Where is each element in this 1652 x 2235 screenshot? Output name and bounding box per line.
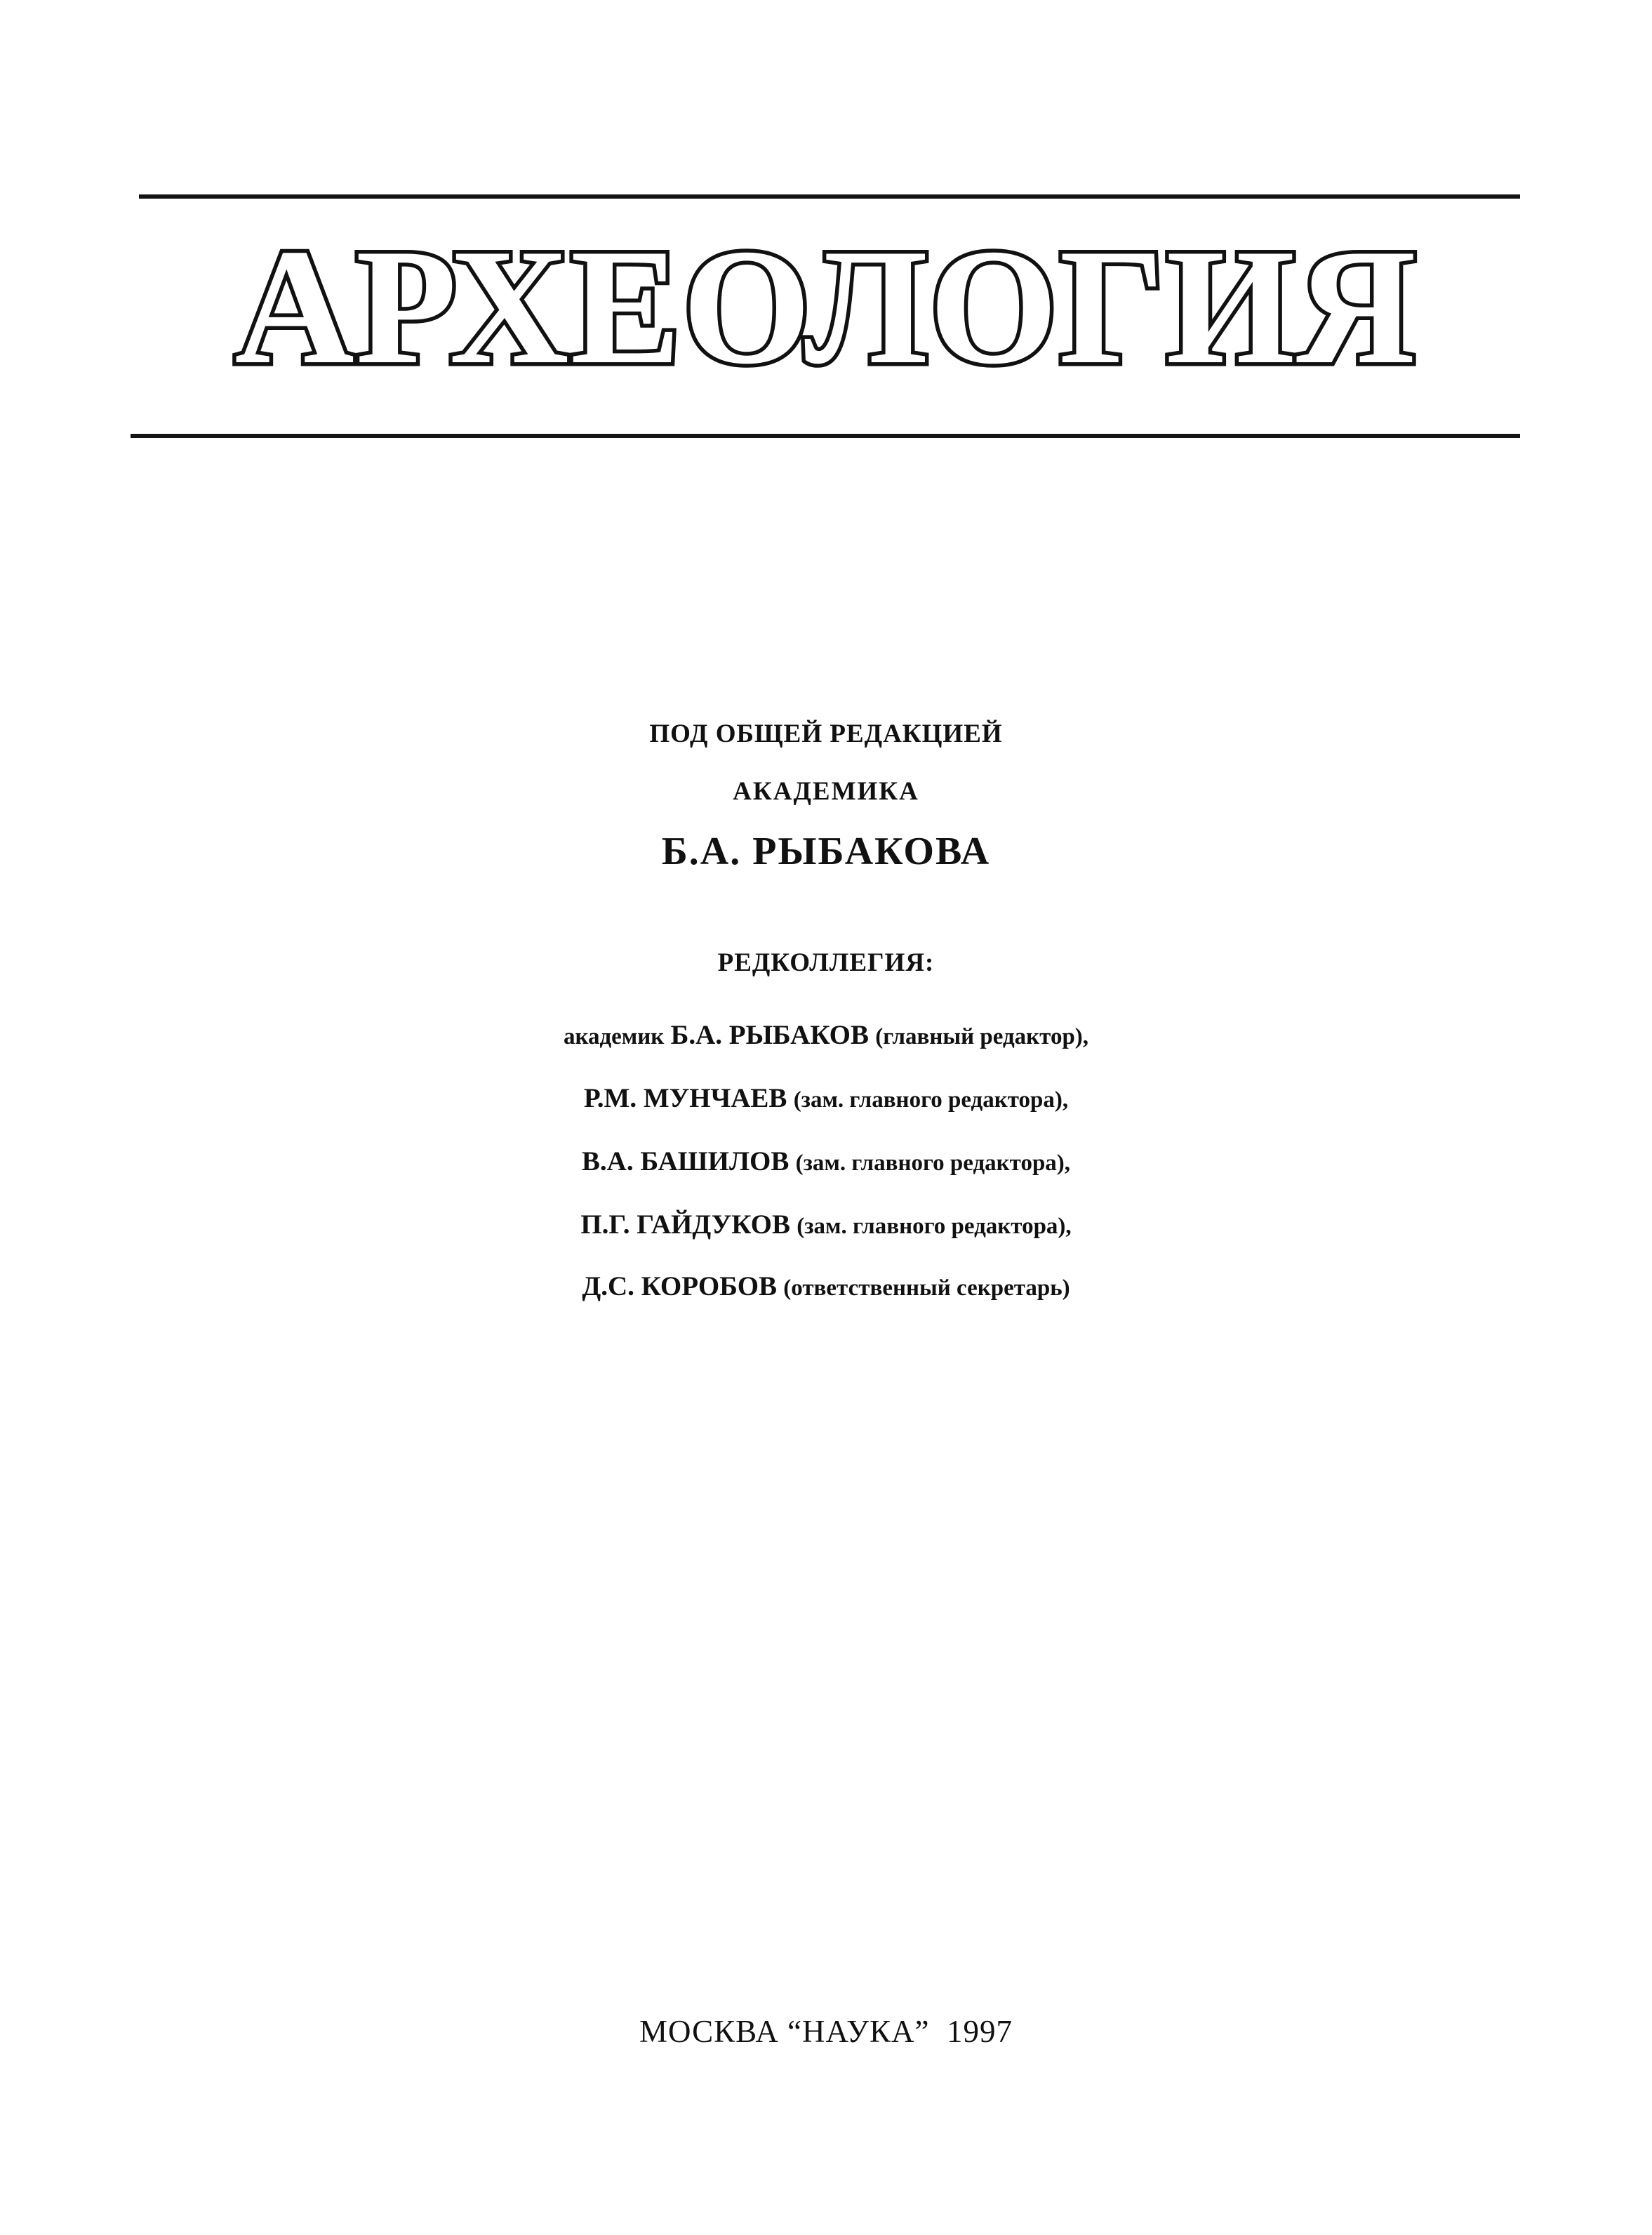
editorial-board-heading: РЕДКОЛЛЕГИЯ: (717, 948, 935, 977)
board-member-role: (зам. главного редактора), (795, 1150, 1071, 1176)
board-member-name: П.Г. ГАЙДУКОВ (580, 1209, 790, 1240)
board-member-name: Д.С. КОРОБОВ (582, 1271, 778, 1301)
publisher-imprint (0, 2013, 1652, 2050)
board-member (0, 1082, 1652, 1114)
board-member-name: В.А. БАШИЛОВ (581, 1146, 790, 1176)
chief-editor-name: Б.А. РЫБАКОВА (661, 830, 991, 873)
edited-by-line-2: АКАДЕМИКА (733, 777, 919, 806)
board-member-role: (зам. главного редактора), (797, 1214, 1072, 1239)
board-member-role: (зам. главного редактора), (793, 1087, 1069, 1113)
edited-by-line-1: ПОД ОБЩЕЙ РЕДАКЦИЕЙ (649, 719, 1003, 748)
bottom-rule (131, 434, 1520, 438)
board-member-name: Б.А. РЫБАКОВ (670, 1020, 869, 1050)
top-rule (139, 194, 1520, 199)
board-member (0, 1019, 1652, 1051)
board-member-prefix: академик (563, 1024, 665, 1049)
board-member (0, 1146, 1652, 1177)
board-member-name: Р.М. МУНЧАЕВ (583, 1083, 787, 1113)
imprint-publisher: “НАУКА” (787, 2014, 930, 2049)
imprint-year: 1997 (946, 2014, 1013, 2049)
imprint-city: МОСКВА (639, 2014, 779, 2049)
board-member-role: (главный редактор), (875, 1024, 1089, 1049)
board-member (0, 1271, 1652, 1302)
book-title: АРХЕОЛОГИЯ (234, 215, 1418, 399)
board-member (0, 1209, 1652, 1240)
board-member-role: (ответственный секретарь) (783, 1275, 1070, 1301)
